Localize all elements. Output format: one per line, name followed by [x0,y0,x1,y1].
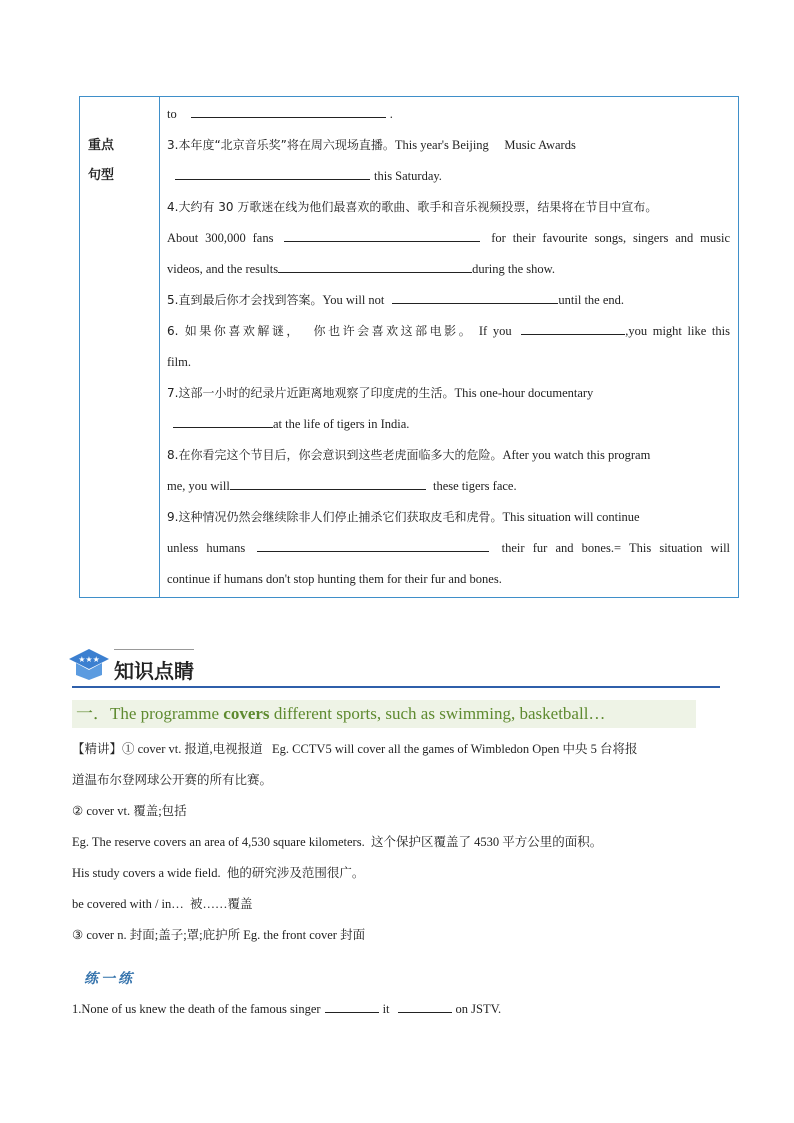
note-line: ③ cover n. 封面;盖子;罩;庇护所 Eg. the front cover 封面 [72,928,366,942]
section-heading [68,645,720,690]
sentence-line: at the life of tigers in India. [167,409,730,440]
topic-keyword: covers [223,704,270,723]
key-sentence-table [79,96,739,598]
answer-blank[interactable] [230,477,426,490]
sentence-line: About 300,000 fans for their favourite songs, singers and music [167,231,730,245]
note-line: 道温布尔登网球公开赛的所有比赛。 [72,773,273,787]
sentence-line: 8.在你看完这个节目后，你会意识到这些老虎面临多大的危险。After you watch this program [167,448,651,462]
note-line: be covered with / in… 被……覆盖 [72,897,253,911]
answer-blank[interactable] [191,105,386,118]
sentence-line: me, you will these tigers face. [167,479,517,493]
sentence-line: continue if humans don't stop hunting them for their fur and bones. [167,572,502,586]
sentence-line: 5.直到最后你才会找到答案。You will not until the end. [167,293,625,307]
note-line: Eg. The reserve covers an area of 4,530 square kilometers. 这个保护区覆盖了 4530 平方公里的面积。 [72,835,603,849]
note-line: ② cover vt. 覆盖;包括 [72,804,187,818]
section-underline [72,686,720,688]
sentence-line: 3.本年度“北京音乐奖”将在周六现场直播。This year's Beijing Music Awards [167,138,576,152]
answer-blank[interactable] [398,1000,452,1013]
practice-title: 练一练 [84,971,135,987]
section-title-rule [114,649,194,650]
sentence-line: film. [167,355,191,369]
answer-blank[interactable] [325,1000,379,1013]
section-title: 知识点睛 [114,659,194,683]
sentence-line: 7.这部一小时的纪录片近距离地观察了印度虎的生活。This one-hour documentary [167,386,594,400]
sentence-line: 4.大约有 30 万歌迷在线为他们最喜欢的歌曲、歌手和音乐视频投票，结果将在节目中宣布。 [167,200,658,214]
note-line: His study covers a wide field. 他的研究涉及范围很广。 [72,866,365,880]
graduation-cap-icon [68,647,110,681]
answer-blank[interactable] [521,322,625,335]
answer-blank[interactable] [284,229,480,242]
answer-blank[interactable] [257,539,489,552]
note-line: 【精讲】① cover vt. 报道,电视报道 Eg. CCTV5 will cover all the games of Wimbledon Open 中央 5 台将报 [72,742,638,756]
svg-text:★★★: ★★★ [78,655,100,664]
sentence-line: 6. 如果你喜欢解谜， 你也许会喜欢这部电影。 If you ,you might like this [167,324,730,338]
answer-blank[interactable] [173,415,273,428]
topic-heading-bar: 一．The programme covers different sports, such as swimming, basketball… [72,700,696,728]
table-label-line-2: 句型 [88,168,115,183]
table-label [88,131,148,191]
sentence-line: to . [167,107,393,121]
sentence-line: this Saturday. [167,161,730,192]
practice-question-1: 1.None of us knew the death of the famous singer it on JSTV. [72,1002,502,1016]
sentence-line: 9.这种情况仍然会继续除非人们停止捕杀它们获取皮毛和虎骨。This situation will continue [167,510,640,524]
answer-blank[interactable] [392,291,558,304]
sentence-line: unless humans their fur and bones.= This situation will [167,541,730,555]
table-label-line-1: 重点 [88,138,115,153]
table-divider [159,97,160,597]
answer-blank[interactable] [175,167,370,180]
answer-blank[interactable] [278,260,472,273]
sentence-line: videos, and the results during the show. [167,262,555,276]
